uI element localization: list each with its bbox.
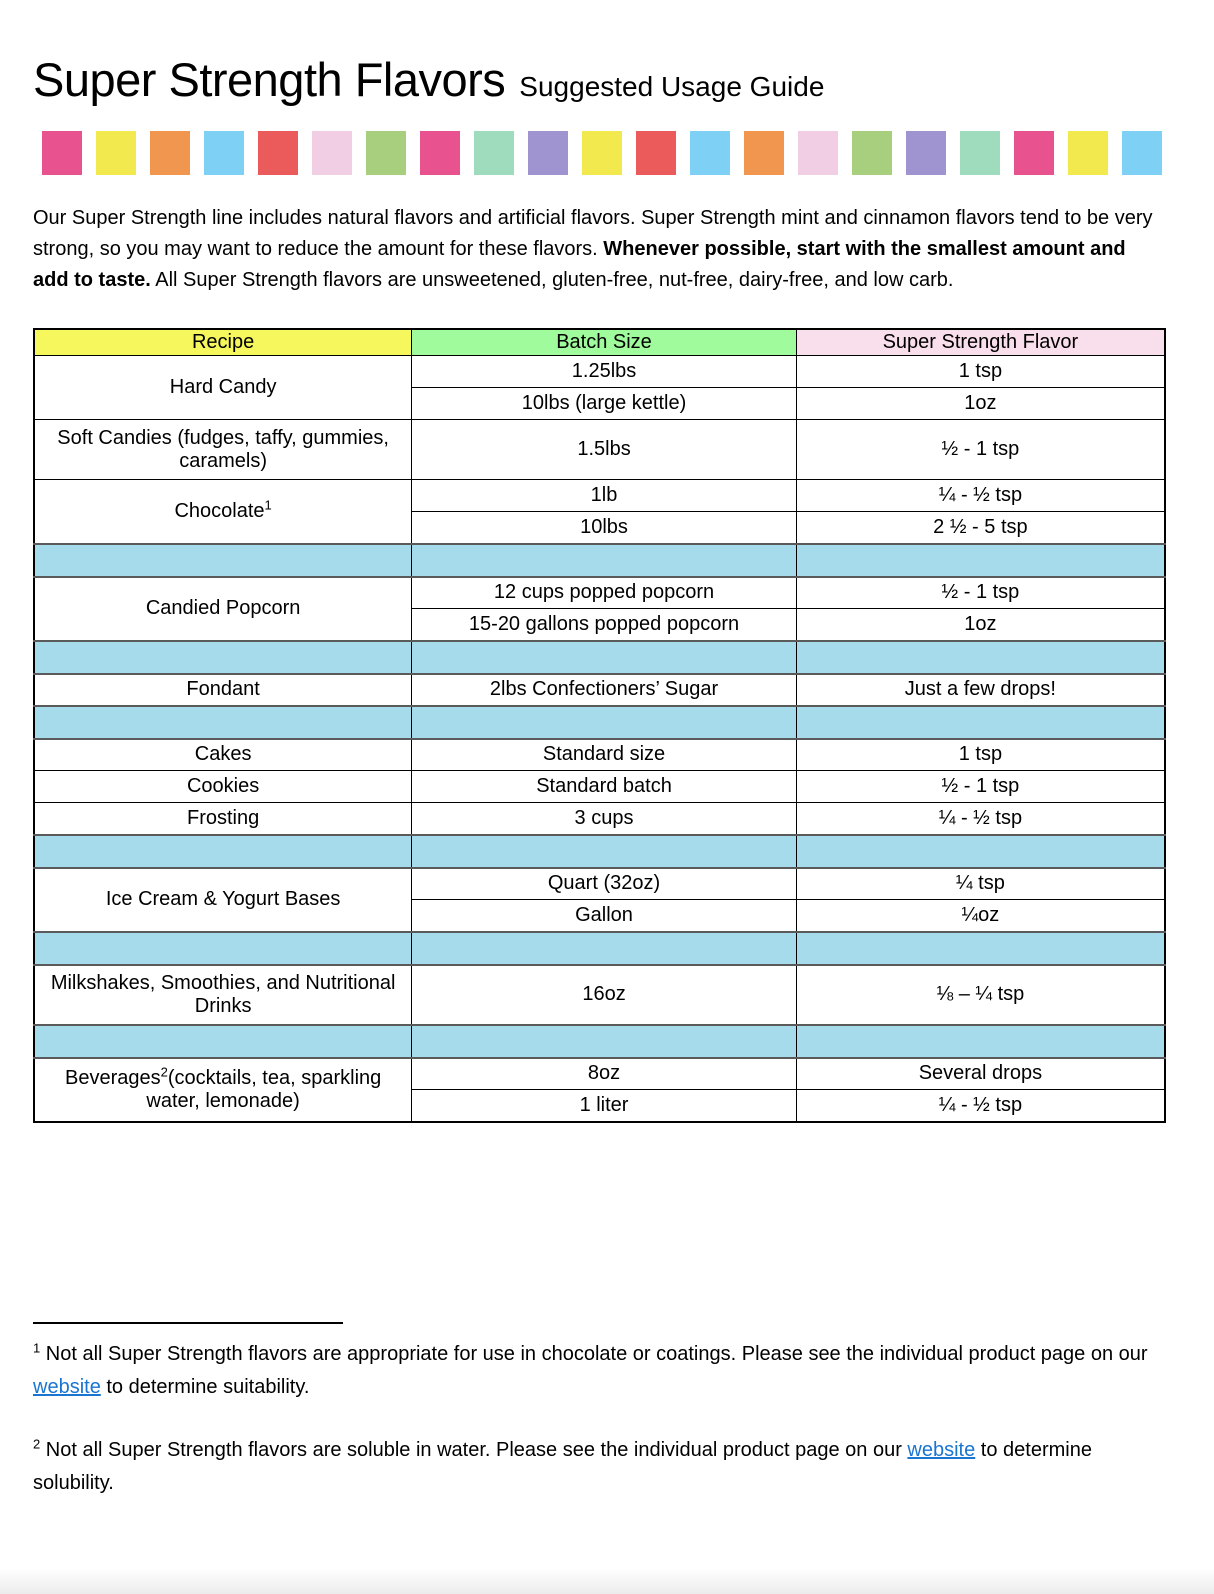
spacer-cell bbox=[796, 544, 1165, 577]
color-swatch bbox=[312, 131, 352, 175]
spacer-cell bbox=[796, 1025, 1165, 1058]
footnote-1 bbox=[33, 1338, 1173, 1404]
flavor-cell: ¼ - ½ tsp bbox=[796, 1090, 1165, 1122]
color-swatch bbox=[798, 131, 838, 175]
page-title: Super Strength Flavors bbox=[33, 53, 506, 106]
color-swatch bbox=[474, 131, 514, 175]
recipe-cell-cookies: Cookies bbox=[34, 771, 412, 803]
table-row bbox=[34, 803, 1165, 835]
batch-cell: 10lbs bbox=[412, 512, 797, 544]
flavor-cell: ¼ tsp bbox=[796, 868, 1165, 900]
table-row bbox=[34, 739, 1165, 771]
color-swatch bbox=[636, 131, 676, 175]
flavor-cell: 1 tsp bbox=[796, 356, 1165, 388]
recipe-label: Beverages bbox=[64, 1066, 161, 1089]
header-flavor: Super Strength Flavor bbox=[796, 329, 1165, 356]
page-header bbox=[33, 52, 1181, 107]
flavor-cell: 2 ½ - 5 tsp bbox=[796, 512, 1165, 544]
table-row bbox=[34, 771, 1165, 803]
table-row bbox=[34, 1058, 1165, 1090]
footnote-separator bbox=[33, 1322, 343, 1324]
color-swatch bbox=[744, 131, 784, 175]
batch-cell: 15-20 gallons popped popcorn bbox=[412, 609, 797, 641]
batch-cell: 1.25lbs bbox=[412, 356, 797, 388]
batch-cell: 1.5lbs bbox=[412, 420, 797, 480]
spacer-row bbox=[34, 706, 1165, 739]
page-bottom-edge bbox=[0, 1568, 1214, 1594]
color-band bbox=[42, 131, 1181, 175]
batch-cell: 1lb bbox=[412, 480, 797, 512]
table-row bbox=[34, 577, 1165, 609]
flavor-cell: 1 tsp bbox=[796, 739, 1165, 771]
footnote-1-text-after: to determine suitability. bbox=[100, 1376, 310, 1398]
color-swatch bbox=[1068, 131, 1108, 175]
color-swatch bbox=[96, 131, 136, 175]
batch-cell: Standard size bbox=[412, 739, 797, 771]
flavor-cell: ½ - 1 tsp bbox=[796, 771, 1165, 803]
flavor-cell: ½ - 1 tsp bbox=[796, 577, 1165, 609]
usage-table bbox=[33, 328, 1166, 1123]
color-swatch bbox=[528, 131, 568, 175]
batch-cell: 12 cups popped popcorn bbox=[412, 577, 797, 609]
page-subtitle: Suggested Usage Guide bbox=[519, 71, 825, 102]
flavor-cell: ⅛ – ¼ tsp bbox=[796, 965, 1165, 1025]
flavor-cell: Several drops bbox=[796, 1058, 1165, 1090]
website-link[interactable]: website bbox=[907, 1439, 976, 1461]
intro-text-1: Our Super Strength line includes natural flavors and artificial flavors. Super Strength mint and cinnamon flavors tend to be very strong, so you may want to reduce the amount for these flavors. bbox=[33, 207, 1153, 260]
color-swatch bbox=[1122, 131, 1162, 175]
spacer-row bbox=[34, 641, 1165, 674]
recipe-label: Chocolate bbox=[174, 499, 265, 522]
footnote-2-text-after: to determine solubility. bbox=[33, 1439, 1092, 1494]
color-swatch bbox=[690, 131, 730, 175]
table-row bbox=[34, 480, 1165, 512]
spacer-cell bbox=[796, 641, 1165, 674]
footnotes-section bbox=[33, 1322, 1173, 1530]
flavor-cell: ¼ - ½ tsp bbox=[796, 480, 1165, 512]
intro-paragraph bbox=[33, 203, 1155, 296]
color-swatch bbox=[582, 131, 622, 175]
spacer-cell bbox=[34, 932, 412, 965]
color-swatch bbox=[258, 131, 298, 175]
color-swatch bbox=[204, 131, 244, 175]
flavor-cell: ¼oz bbox=[796, 900, 1165, 932]
spacer-cell bbox=[412, 835, 797, 868]
recipe-cell-candied-popcorn: Candied Popcorn bbox=[34, 577, 412, 641]
flavor-cell: 1oz bbox=[796, 388, 1165, 420]
spacer-cell bbox=[412, 544, 797, 577]
flavor-cell: 1oz bbox=[796, 609, 1165, 641]
footnote-2 bbox=[33, 1434, 1173, 1500]
batch-cell: Gallon bbox=[412, 900, 797, 932]
spacer-cell bbox=[34, 641, 412, 674]
footnote-marker-1: 1 bbox=[264, 497, 272, 513]
recipe-cell-fondant: Fondant bbox=[34, 674, 412, 706]
spacer-cell bbox=[34, 544, 412, 577]
footnote-2-marker: 2 bbox=[33, 1436, 41, 1452]
spacer-cell bbox=[34, 1025, 412, 1058]
flavor-cell: Just a few drops! bbox=[796, 674, 1165, 706]
spacer-row bbox=[34, 1025, 1165, 1058]
header-recipe: Recipe bbox=[34, 329, 412, 356]
recipe-cell-frosting: Frosting bbox=[34, 803, 412, 835]
color-swatch bbox=[906, 131, 946, 175]
batch-cell: 16oz bbox=[412, 965, 797, 1025]
batch-cell: Standard batch bbox=[412, 771, 797, 803]
website-link[interactable]: website bbox=[33, 1376, 101, 1398]
table-row bbox=[34, 965, 1165, 1025]
footnote-1-text: Not all Super Strength flavors are appropriate for use in chocolate or coatings. Please see the individual product page on our bbox=[40, 1343, 1148, 1365]
color-swatch bbox=[42, 131, 82, 175]
recipe-cell-ice-cream: Ice Cream & Yogurt Bases bbox=[34, 868, 412, 932]
color-swatch bbox=[420, 131, 460, 175]
table-row bbox=[34, 420, 1165, 480]
color-swatch bbox=[1014, 131, 1054, 175]
spacer-cell bbox=[34, 706, 412, 739]
recipe-cell-cakes: Cakes bbox=[34, 739, 412, 771]
table-header-row bbox=[34, 329, 1165, 356]
batch-cell: 2lbs Confectioners’ Sugar bbox=[412, 674, 797, 706]
batch-cell: 1 liter bbox=[412, 1090, 797, 1122]
intro-text-2: All Super Strength flavors are unsweetened, gluten-free, nut-free, dairy-free, and low carb. bbox=[150, 269, 954, 291]
spacer-row bbox=[34, 835, 1165, 868]
table-row bbox=[34, 674, 1165, 706]
spacer-cell bbox=[412, 1025, 797, 1058]
color-swatch bbox=[150, 131, 190, 175]
batch-cell: 8oz bbox=[412, 1058, 797, 1090]
flavor-cell: ½ - 1 tsp bbox=[796, 420, 1165, 480]
spacer-row bbox=[34, 932, 1165, 965]
spacer-cell bbox=[34, 835, 412, 868]
recipe-cell-milkshakes: Milkshakes, Smoothies, and Nutritional Drinks bbox=[34, 965, 412, 1025]
table-row bbox=[34, 868, 1165, 900]
spacer-cell bbox=[412, 932, 797, 965]
footnote-1-marker: 1 bbox=[33, 1340, 41, 1356]
footnote-marker-2: 2 bbox=[160, 1063, 168, 1079]
spacer-cell bbox=[412, 706, 797, 739]
table-row bbox=[34, 356, 1165, 388]
spacer-cell bbox=[796, 932, 1165, 965]
recipe-cell-hard-candy: Hard Candy bbox=[34, 356, 412, 420]
color-swatch bbox=[366, 131, 406, 175]
recipe-cell-chocolate bbox=[34, 480, 412, 544]
intro-text-bold: Whenever possible, start with the smallest amount and add to taste. bbox=[33, 238, 1126, 291]
spacer-row bbox=[34, 544, 1165, 577]
recipe-cell-soft-candies: Soft Candies (fudges, taffy, gummies, caramels) bbox=[34, 420, 412, 480]
header-batch-size: Batch Size bbox=[412, 329, 797, 356]
spacer-cell bbox=[412, 641, 797, 674]
color-swatch bbox=[852, 131, 892, 175]
footnote-2-text: Not all Super Strength flavors are soluble in water. Please see the individual product page on our bbox=[40, 1439, 908, 1461]
spacer-cell bbox=[796, 835, 1165, 868]
recipe-cell-beverages bbox=[34, 1058, 412, 1122]
recipe-label-detail: (cocktails, tea, sparkling water, lemonade) bbox=[146, 1066, 382, 1112]
color-swatch bbox=[960, 131, 1000, 175]
spacer-cell bbox=[796, 706, 1165, 739]
batch-cell: Quart (32oz) bbox=[412, 868, 797, 900]
batch-cell: 3 cups bbox=[412, 803, 797, 835]
batch-cell: 10lbs (large kettle) bbox=[412, 388, 797, 420]
flavor-cell: ¼ - ½ tsp bbox=[796, 803, 1165, 835]
